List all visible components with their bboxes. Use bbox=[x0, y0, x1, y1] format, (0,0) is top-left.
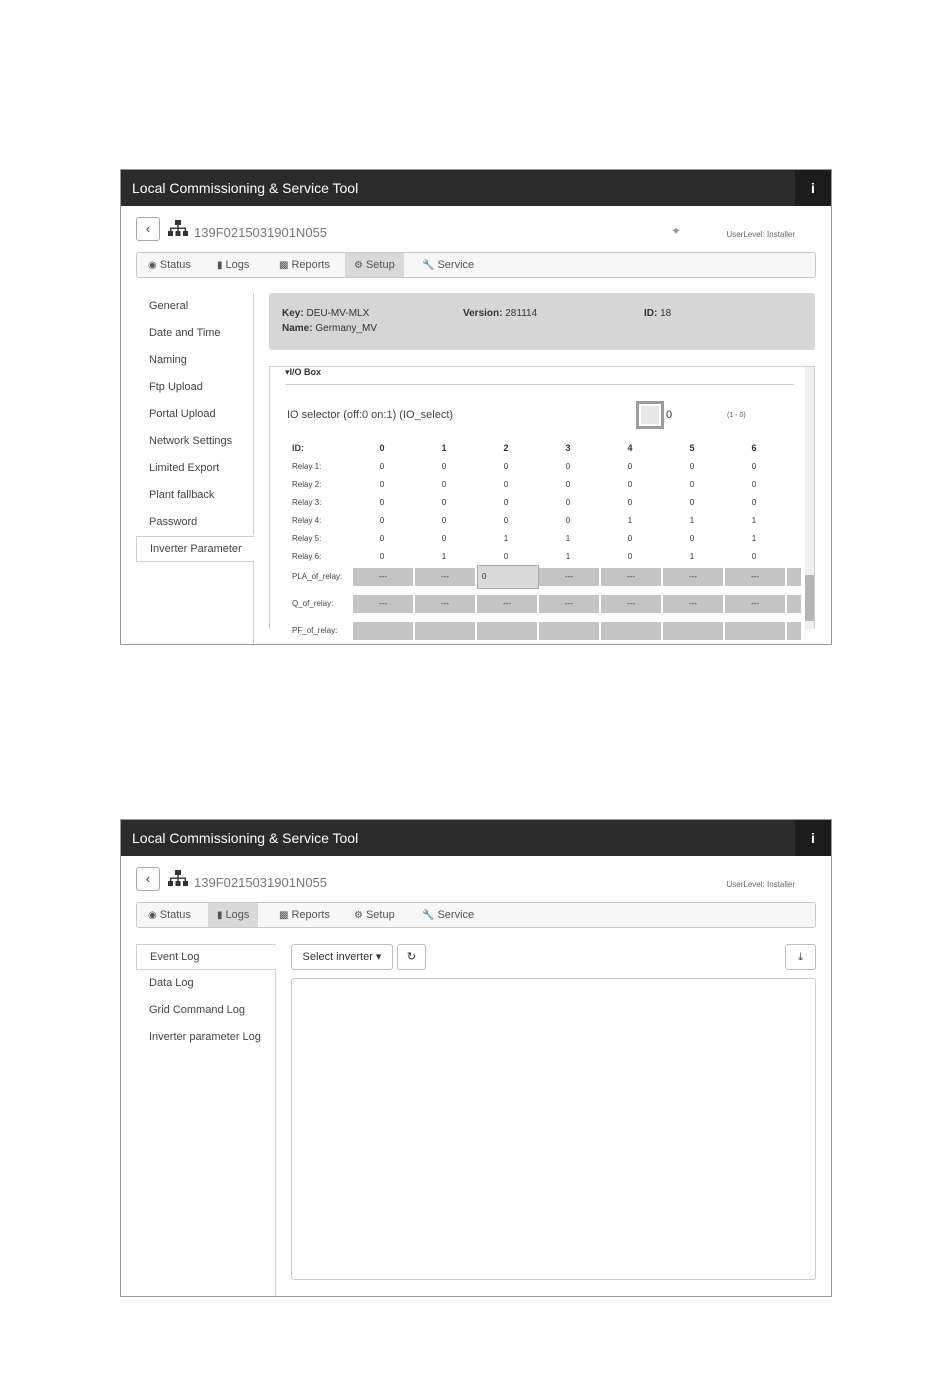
relay-value: 0 bbox=[627, 534, 633, 543]
select-inverter-dropdown[interactable]: Select inverter ▾ bbox=[291, 944, 393, 970]
relay-value: 0 bbox=[503, 552, 509, 561]
relay-value: 0 bbox=[379, 516, 385, 525]
relay-value: 0 bbox=[689, 480, 695, 489]
main-tabs bbox=[136, 252, 816, 278]
sidebar-item-limited-export[interactable]: Limited Export bbox=[149, 462, 220, 474]
relay-value: 0 bbox=[751, 480, 757, 489]
parameter-input[interactable]: --- bbox=[725, 568, 785, 586]
relay-label: Relay 2: bbox=[292, 480, 322, 489]
relay-value: 0 bbox=[503, 480, 509, 489]
app-title: Local Commissioning & Service Tool bbox=[132, 830, 359, 846]
logs-screenshot bbox=[120, 819, 832, 1297]
relay-value: 1 bbox=[751, 534, 757, 543]
relay-value: 0 bbox=[503, 498, 509, 507]
relay-value: 0 bbox=[565, 516, 571, 525]
column-id: 5 bbox=[689, 443, 695, 453]
parameter-input[interactable] bbox=[601, 622, 661, 640]
parameter-input[interactable]: 0 bbox=[477, 565, 539, 589]
io-selector-label: IO selector (off:0 on:1) (IO_select) bbox=[287, 409, 454, 421]
connection-icon: ✦ bbox=[670, 224, 681, 238]
column-id: 4 bbox=[627, 443, 633, 453]
column-id: 3 bbox=[565, 443, 571, 453]
parameter-input[interactable] bbox=[415, 622, 475, 640]
device-id: 139F0215031901N055 bbox=[194, 225, 328, 240]
parameter-input[interactable]: --- bbox=[539, 595, 599, 613]
parameter-info-box bbox=[269, 293, 815, 350]
tab-logs[interactable]: ▮ Logs bbox=[208, 903, 258, 927]
sidebar-item-portal-upload[interactable]: Portal Upload bbox=[149, 408, 216, 420]
relay-value: 0 bbox=[503, 516, 509, 525]
main-tabs bbox=[136, 902, 816, 928]
device-id: 139F0215031901N055 bbox=[194, 875, 328, 890]
relay-value: 0 bbox=[379, 498, 385, 507]
parameter-label: PLA_of_relay: bbox=[292, 572, 343, 581]
back-button[interactable]: ‹ bbox=[136, 867, 160, 891]
relay-value: 0 bbox=[565, 480, 571, 489]
relay-value: 1 bbox=[441, 552, 447, 561]
parameter-input[interactable]: --- bbox=[415, 595, 475, 613]
parameter-input[interactable] bbox=[539, 622, 599, 640]
device-row bbox=[121, 856, 831, 898]
sidebar-item-password[interactable]: Password bbox=[149, 516, 198, 528]
relay-value: 0 bbox=[565, 462, 571, 471]
relay-value: 0 bbox=[441, 480, 447, 489]
parameter-input[interactable]: --- bbox=[601, 595, 661, 613]
sidebar-item-event-log[interactable]: Event Log bbox=[136, 944, 276, 970]
sitemap-icon bbox=[168, 870, 188, 886]
refresh-button[interactable] bbox=[397, 944, 426, 970]
tab-service[interactable]: 🔧 Service bbox=[422, 259, 475, 271]
column-id: 6 bbox=[751, 443, 757, 453]
setup-screenshot bbox=[120, 169, 832, 645]
download-button[interactable] bbox=[785, 944, 816, 970]
parameter-input[interactable]: --- bbox=[415, 568, 475, 586]
sidebar-item-plant-fallback[interactable]: Plant fallback bbox=[149, 489, 215, 501]
sidebar-item-grid-command-log[interactable]: Grid Command Log bbox=[149, 1004, 245, 1016]
sidebar-item-ftp-upload[interactable]: Ftp Upload bbox=[149, 381, 203, 393]
user-level: UserLevel: Installer bbox=[726, 880, 795, 889]
sidebar-item-date-time[interactable]: Date and Time bbox=[149, 327, 221, 339]
user-level: UserLevel: Installer bbox=[726, 230, 795, 239]
book-icon: ▮ bbox=[217, 910, 223, 921]
relay-value: 0 bbox=[441, 462, 447, 471]
download-icon: ⤓ bbox=[798, 951, 803, 963]
parameter-label: PF_of_relay: bbox=[292, 626, 338, 635]
tab-service[interactable]: 🔧 Service bbox=[422, 909, 475, 921]
parameter-input[interactable]: --- bbox=[539, 568, 599, 586]
relay-value: 0 bbox=[689, 462, 695, 471]
gears-icon: ⚙ bbox=[354, 910, 363, 921]
parameter-input[interactable] bbox=[725, 622, 785, 640]
tab-status[interactable]: ◉ Status bbox=[148, 259, 191, 271]
relay-value: 0 bbox=[379, 534, 385, 543]
io-box-panel bbox=[269, 366, 815, 635]
relay-value: 1 bbox=[503, 534, 509, 543]
relay-value: 1 bbox=[565, 534, 571, 543]
info-button[interactable]: i bbox=[795, 170, 831, 206]
tab-reports[interactable]: ▩ Reports bbox=[279, 909, 330, 921]
relay-value: 0 bbox=[689, 534, 695, 543]
parameter-label: Q_of_relay: bbox=[292, 599, 334, 608]
wrench-icon: 🔧 bbox=[422, 910, 435, 921]
relay-value: 0 bbox=[565, 498, 571, 507]
relay-value: 1 bbox=[689, 516, 695, 525]
version-field: Version: 281114 bbox=[463, 308, 538, 319]
relay-value: 0 bbox=[689, 498, 695, 507]
wrench-icon: 🔧 bbox=[422, 260, 435, 271]
info-button[interactable]: i bbox=[795, 820, 831, 856]
relay-value: 1 bbox=[751, 516, 757, 525]
setup-sidebar bbox=[136, 293, 254, 562]
parameter-input[interactable] bbox=[663, 622, 723, 640]
app-title: Local Commissioning & Service Tool bbox=[132, 180, 359, 196]
relay-value: 1 bbox=[627, 516, 633, 525]
app-header bbox=[121, 820, 831, 856]
relay-value: 0 bbox=[627, 552, 633, 561]
relay-value: 1 bbox=[565, 552, 571, 561]
device-row bbox=[121, 206, 831, 248]
tab-setup[interactable]: ⚙ Setup bbox=[354, 909, 395, 921]
relay-value: 0 bbox=[751, 498, 757, 507]
sidebar-item-data-log[interactable]: Data Log bbox=[149, 977, 194, 989]
relay-value: 0 bbox=[627, 480, 633, 489]
file-icon: ▩ bbox=[279, 910, 289, 921]
parameter-input[interactable] bbox=[477, 622, 537, 640]
logs-sidebar bbox=[136, 944, 276, 1051]
relay-value: 0 bbox=[379, 480, 385, 489]
sidebar-item-inverter-parameter[interactable]: Inverter Parameter bbox=[136, 536, 254, 562]
event-log-area[interactable] bbox=[291, 978, 816, 1280]
io-selector-checkbox[interactable] bbox=[636, 401, 664, 429]
scrollbar-thumb[interactable] bbox=[805, 575, 814, 621]
relay-value: 0 bbox=[751, 552, 757, 561]
relay-value: 0 bbox=[441, 534, 447, 543]
sidebar-item-naming[interactable]: Naming bbox=[149, 354, 187, 366]
relay-label: Relay 3: bbox=[292, 498, 322, 507]
parameter-input[interactable]: --- bbox=[601, 568, 661, 586]
tab-logs[interactable]: ▮ Logs bbox=[217, 259, 250, 271]
parameter-input[interactable] bbox=[353, 622, 413, 640]
caret-down-icon: ▾ bbox=[285, 367, 290, 377]
caret-down-icon: ▾ bbox=[375, 951, 382, 963]
book-icon: ▮ bbox=[217, 260, 223, 271]
eye-icon: ◉ bbox=[148, 260, 157, 271]
key-field: Key: DEU-MV-MLX bbox=[282, 308, 370, 319]
io-box-legend[interactable]: ▾I/O Box bbox=[285, 367, 325, 378]
sidebar-item-network-settings[interactable]: Network Settings bbox=[149, 435, 233, 447]
relay-label: Relay 1: bbox=[292, 462, 322, 471]
relay-value: 0 bbox=[441, 516, 447, 525]
eye-icon: ◉ bbox=[148, 910, 157, 921]
column-id: 0 bbox=[379, 443, 385, 453]
id-field: ID: 18 bbox=[644, 308, 672, 319]
column-id: 2 bbox=[503, 443, 509, 453]
relay-label: Relay 4: bbox=[292, 516, 322, 525]
relay-label: Relay 6: bbox=[292, 552, 322, 561]
relay-value: 0 bbox=[627, 462, 633, 471]
file-icon: ▩ bbox=[279, 260, 289, 271]
gears-icon: ⚙ bbox=[354, 260, 363, 271]
panel-scrollbar[interactable] bbox=[805, 367, 814, 629]
relay-value: 1 bbox=[689, 552, 695, 561]
parameter-input[interactable]: --- bbox=[663, 595, 723, 613]
parameter-input[interactable]: --- bbox=[477, 595, 537, 613]
tab-setup[interactable]: ⚙ Setup bbox=[345, 253, 404, 277]
relay-value: 0 bbox=[751, 462, 757, 471]
relay-label: Relay 5: bbox=[292, 534, 322, 543]
sidebar-item-inverter-parameter-log[interactable]: Inverter parameter Log bbox=[149, 1031, 261, 1043]
parameter-input[interactable]: --- bbox=[663, 568, 723, 586]
legend-divider bbox=[285, 384, 794, 385]
relay-value: 0 bbox=[627, 498, 633, 507]
sitemap-icon bbox=[168, 220, 188, 236]
relay-value: 0 bbox=[441, 498, 447, 507]
id-header: ID: bbox=[292, 443, 304, 453]
back-button[interactable]: ‹ bbox=[136, 217, 160, 241]
parameter-input[interactable]: --- bbox=[353, 568, 413, 586]
io-selector-value: 0 bbox=[666, 409, 673, 421]
refresh-icon: ↻ bbox=[406, 951, 417, 963]
tab-reports[interactable]: ▩ Reports bbox=[279, 259, 330, 271]
parameter-input[interactable]: --- bbox=[353, 595, 413, 613]
relay-value: 0 bbox=[379, 552, 385, 561]
parameter-input[interactable]: --- bbox=[725, 595, 785, 613]
column-id: 1 bbox=[441, 443, 447, 453]
relay-value: 0 bbox=[503, 462, 509, 471]
tab-status[interactable]: ◉ Status bbox=[148, 909, 191, 921]
sidebar-border-lower bbox=[253, 560, 254, 644]
name-field: Name: Germany_MV bbox=[282, 323, 378, 334]
sidebar-item-general[interactable]: General bbox=[149, 300, 189, 312]
parameter-input-overflow[interactable] bbox=[787, 595, 801, 613]
relay-value: 0 bbox=[379, 462, 385, 471]
parameter-input-overflow[interactable] bbox=[787, 568, 801, 586]
parameter-input-overflow[interactable] bbox=[787, 622, 801, 640]
io-selector-range: (1 - 0) bbox=[727, 412, 746, 419]
app-header bbox=[121, 170, 831, 206]
